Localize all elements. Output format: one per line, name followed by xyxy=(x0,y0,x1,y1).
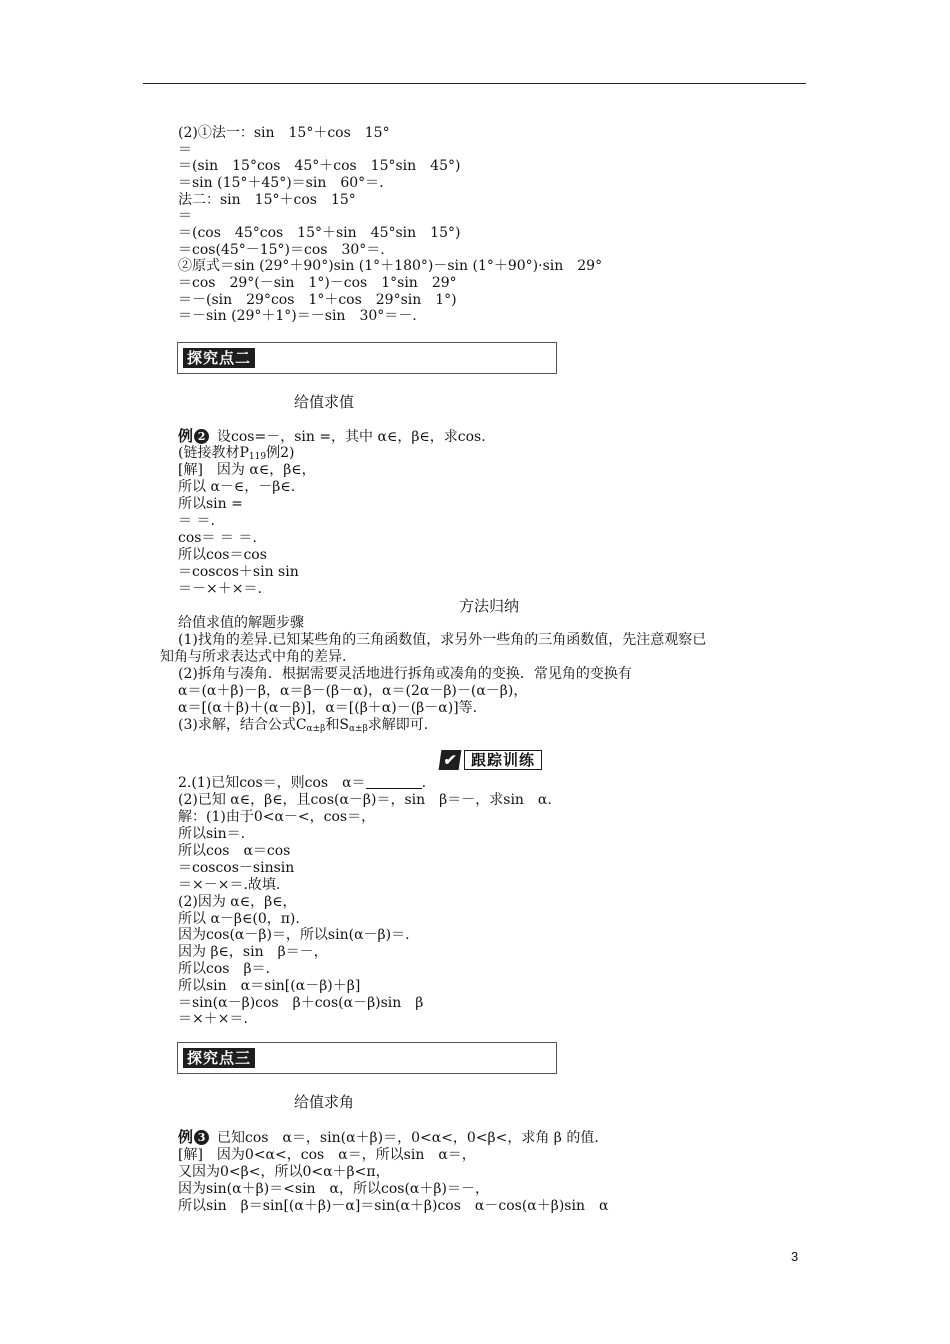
text-line: (2)因为 α∈，β∈， xyxy=(178,894,297,910)
text-line: ＝sin(α－β)cos β＋cos(α－β)sin β xyxy=(178,995,424,1011)
exercise-2-question-1: 2.(1)已知cos＝，则cos α＝ . xyxy=(178,775,427,791)
example-3-statement xyxy=(178,1129,599,1147)
checkmark-icon: ✔ xyxy=(439,750,462,770)
text-line: ＝－(sin 29°cos 1°＋cos 29°sin 1°) xyxy=(178,292,457,308)
text-line: 所以cos β＝. xyxy=(178,961,270,977)
text-line: 所以sin＝. xyxy=(178,826,246,842)
text-line: [解] 因为0<α<，cos α＝，所以sin α＝， xyxy=(178,1147,476,1163)
text-line: (1)找角的差异.已知某些角的三角函数值，求另外一些角的三角函数值，先注意观察已 xyxy=(178,632,707,648)
text-line: (2)已知 α∈，β∈，且cos(α－β)＝，sin β＝－，求sin α. xyxy=(178,792,552,808)
training-label: 跟踪训练 xyxy=(464,750,542,770)
example-tag: 例 xyxy=(178,427,194,445)
text-line: [解] 因为 α∈，β∈， xyxy=(178,462,316,478)
text-line: 所以cos α＝cos xyxy=(178,843,291,859)
method-subtitle: 给值求值的解题步骤 xyxy=(178,615,304,631)
text-line: ＝ xyxy=(178,208,192,224)
example-tag: 例 xyxy=(178,1128,194,1146)
text-line: 所以sin β＝sin[(α＋β)－α]＝sin(α＋β)cos α－cos(α＋β)sin α xyxy=(178,1198,609,1214)
text-line: ＝－×＋×＝. xyxy=(178,581,262,597)
text-line: 解：(1)由于0<α－<，cos＝， xyxy=(178,809,376,825)
text-line: (2)拆角与凑角．根据需要灵活地进行拆角或凑角的变换．常见角的变换有 xyxy=(178,666,632,682)
text-line: 知角与所求表达式中角的差异. xyxy=(160,649,347,665)
text-line: cos＝ ＝ ＝. xyxy=(178,530,257,546)
text-line: ＝×－×＝.故填. xyxy=(178,877,281,893)
text-line: 因为cos(α－β)＝，所以sin(α－β)＝. xyxy=(178,927,410,943)
text-line: ＝(sin 15°cos 45°＋cos 15°sin 45°) xyxy=(178,158,461,174)
text-line: ＝cos 29°(－sin 1°)－cos 1°sin 29° xyxy=(178,275,457,291)
section-label: 探究点三 xyxy=(183,1048,255,1068)
section-box-2 xyxy=(177,342,557,374)
section-box-3 xyxy=(177,1042,557,1074)
text-line: ＝coscos＋sin sin xyxy=(178,564,299,580)
text-line: 所以 α－β∈(0，π). xyxy=(178,911,300,927)
text-line: 法二：sin 15°＋cos 15° xyxy=(178,192,356,208)
textbook-reference: (链接教材$P_{119}$例2) xyxy=(178,445,295,462)
text-line: ＝cos(45°－15°)＝cos 30°＝. xyxy=(178,242,385,258)
text-line: ＝×＋×＝. xyxy=(178,1011,248,1027)
text-line: ＝ xyxy=(178,142,192,158)
section-heading: 给值求值 xyxy=(294,393,355,411)
example-number-badge: 3 xyxy=(194,1130,209,1145)
text-line: (3)求解，结合公式$C_{\alpha\pm\beta}$和$S_{\alpha\pm\beta}$求解即可. xyxy=(178,717,429,734)
method-title: 方法归纳 xyxy=(459,597,520,615)
text-line: 所以sin α＝sin[(α－β)＋β] xyxy=(178,978,361,994)
text-line: ＝sin (15°＋45°)＝sin 60°＝. xyxy=(178,175,384,191)
text-line: ＝ ＝. xyxy=(178,513,215,529)
example-2-statement xyxy=(178,428,486,446)
text-line: α＝(α＋β)－β，α＝β－(β－α)，α＝(2α－β)－(α－β)， xyxy=(178,683,528,699)
example-text: 设cos=－，sin =，其中 α∈，β∈，求cos. xyxy=(217,429,486,445)
text-line: α＝[(α＋β)＋(α－β)]，α＝[(β＋α)－(β－α)]等. xyxy=(178,700,478,716)
text-line: (2)①法一：sin 15°＋cos 15° xyxy=(178,125,390,141)
answer-blank xyxy=(366,776,422,789)
text-line: 因为sin(α＋β)＝<sin α，所以cos(α＋β)＝－， xyxy=(178,1181,489,1197)
text-line: ＝coscos－sinsin xyxy=(178,860,295,876)
text-line: 所以sin = xyxy=(178,496,243,512)
section-label: 探究点二 xyxy=(183,348,255,368)
text-line: ②原式＝sin (29°＋90°)sin (1°＋180°)－sin (1°＋90°)·sin 29° xyxy=(178,258,603,274)
text-line: 所以 α－∈，－β∈. xyxy=(178,479,296,495)
text-line: ＝(cos 45°cos 15°＋sin 45°sin 15°) xyxy=(178,225,461,241)
text-line: ＝－sin (29°＋1°)＝－sin 30°＝－. xyxy=(178,308,417,324)
page-number: 3 xyxy=(791,1249,799,1264)
training-badge xyxy=(440,749,542,771)
text-line: 所以cos＝cos xyxy=(178,547,267,563)
example-number-badge: 2 xyxy=(194,429,209,444)
section-heading: 给值求角 xyxy=(294,1093,355,1111)
text-line: 因为 β∈，sin β＝－， xyxy=(178,944,328,960)
header-rule xyxy=(143,83,806,84)
example-text: 已知cos α＝，sin(α＋β)＝，0<α<，0<β<，求角 β 的值. xyxy=(217,1130,599,1146)
text-line: 又因为0<β<，所以0<α＋β<π， xyxy=(178,1164,390,1180)
